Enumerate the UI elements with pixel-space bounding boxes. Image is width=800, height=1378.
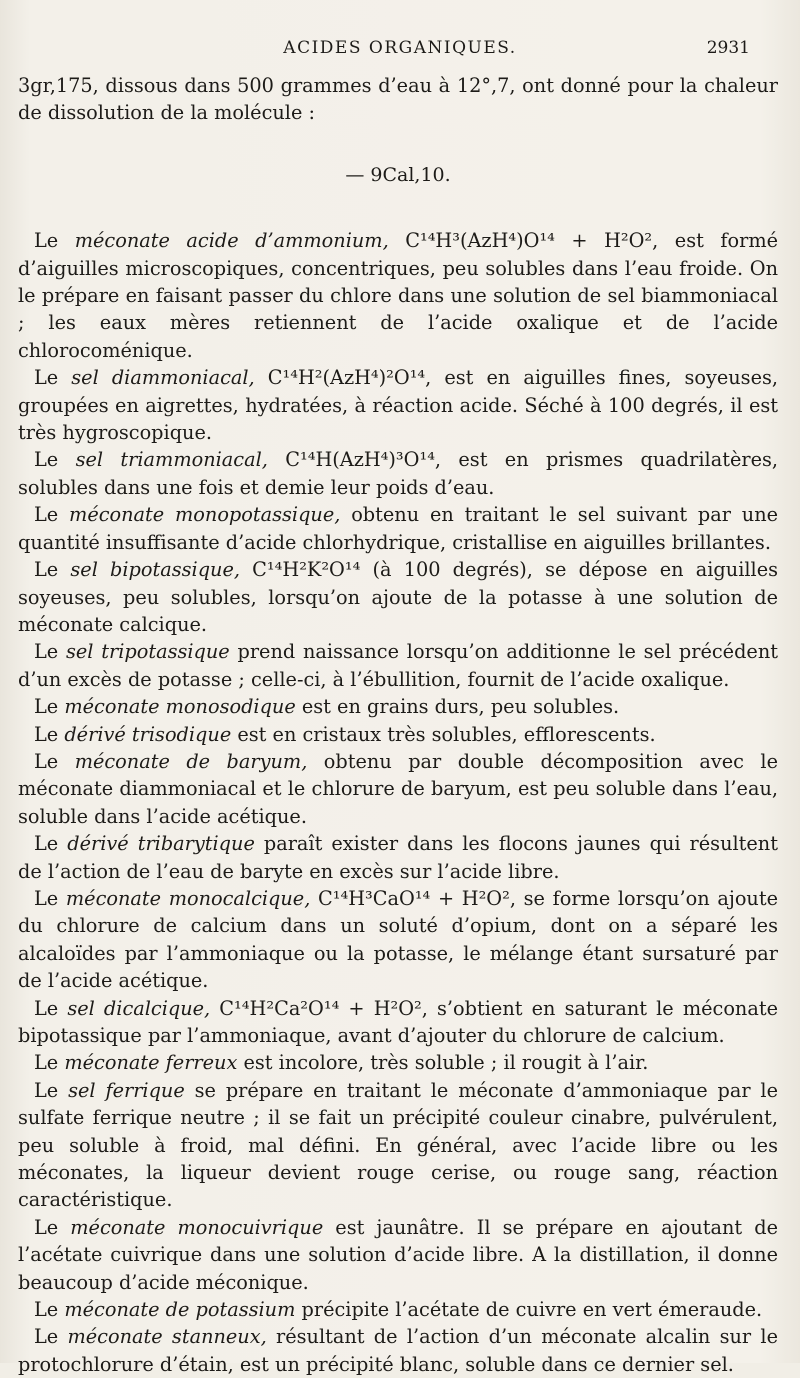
paragraph <box>18 638 778 693</box>
text-run: C¹⁴H²Ca²O¹⁴ + H²O², s’obtient en saturant le méconate bipotassique par l’ammoniaque, avant d’ajouter du chlorure de calcium. <box>18 996 779 1047</box>
paragraph <box>18 1323 778 1378</box>
compound-name: sel dicalcique, <box>67 996 211 1020</box>
text-run: précipite l’acétate de cuivre en vert émeraude. <box>295 1298 763 1322</box>
text-run: est en cristaux très solubles, efflorescents. <box>231 722 656 746</box>
paragraph <box>18 1296 778 1323</box>
text-run: Le <box>34 749 75 773</box>
text-run: Le <box>34 1078 69 1102</box>
paragraph <box>18 721 778 748</box>
paragraph <box>18 995 778 1050</box>
compound-name: méconate acide d’ammonium, <box>74 229 389 253</box>
paragraph <box>18 446 778 501</box>
text-run: Le <box>34 996 68 1020</box>
text-run: Le <box>34 448 76 472</box>
text-run: obtenu par double décomposition avec le méconate diammoniacal et le chlorure de baryum, est peu soluble dans l’eau, soluble dans l’acide acétique. <box>18 749 778 828</box>
text-run: Le <box>34 722 65 746</box>
text-run: Le <box>34 229 75 253</box>
text-run: est en grains durs, peu solubles. <box>295 695 620 719</box>
compound-name: méconate monosodique <box>64 695 296 719</box>
text-run: paraît exister dans les flocons jaunes qui résultent de l’action de l’eau de baryte en excès sur l’acide libre. <box>18 832 778 883</box>
text-run: C¹⁴H²(AzH⁴)²O¹⁴, est en aiguilles fines, soyeuses, groupées en aigrettes, hydratées, à réaction acide. Séché à 100 degrés, il est très hygroscopique. <box>18 366 778 445</box>
paragraph <box>18 72 778 127</box>
text-run: Le <box>34 558 71 582</box>
paragraph <box>18 227 778 364</box>
text-run: 3gr,175, dissous dans 500 grammes d’eau à 12°,7, ont donné pour la chaleur de dissolution de la molécule : <box>18 74 778 125</box>
compound-name: sel triammoniacal, <box>75 448 268 472</box>
text-run: obtenu en traitant le sel suivant par une quantité insuffisante d’acide chlorhydrique, cristallise en aiguilles brillantes. <box>18 503 779 554</box>
paragraph <box>18 556 778 638</box>
text-run: C¹⁴H²K²O¹⁴ (à 100 degrés), se dépose en aiguilles soyeuses, peu solubles, lorsqu’on ajoute de la potasse à une solution de méconate calcique. <box>18 558 778 636</box>
compound-name: sel tripotassique <box>66 640 230 664</box>
compound-name: méconate ferreux <box>64 1051 238 1075</box>
text-run: est jaunâtre. Il se prépare en ajoutant de l’acétate cuivrique dans une solution d’acide libre. A la distillation, il donne beaucoup d’acide méconique. <box>18 1215 778 1294</box>
paragraph <box>18 885 778 995</box>
compound-name: méconate monopotassique, <box>69 503 341 527</box>
page-header <box>0 34 800 64</box>
compound-name: dérivé trisodique <box>64 722 232 746</box>
compound-name: méconate de potassium <box>64 1298 296 1322</box>
text-run: C¹⁴H³CaO¹⁴ + H²O², se forme lorsqu’on ajoute du chlorure de calcium dans un soluté d’opium, dont on a séparé les alcaloïdes par l’ammoniaque ou la potasse, le mélange étant sursaturé par de l’acide acétique. <box>18 886 779 993</box>
text-run: Le <box>34 503 70 527</box>
text-run: Le <box>34 832 68 856</box>
compound-name: méconate monocalcique, <box>65 886 311 910</box>
page-number: 2931 <box>706 38 750 58</box>
compound-name: méconate stanneux, <box>67 1325 267 1349</box>
text-run: Le <box>34 640 66 664</box>
running-title: ACIDES ORGANIQUES. <box>283 38 517 58</box>
text-run: prend naissance lorsqu’on additionne le sel précédent d’un excès de potasse ; celle-ci, à l’ébullition, fournit de l’acide oxalique. <box>18 640 778 691</box>
paragraph <box>18 1214 778 1296</box>
text-run: Le <box>34 366 72 390</box>
text-run: se prépare en traitant le méconate d’ammoniaque par le sulfate ferrique neutre ; il se fait un précipité couleur cinabre, pulvérulent, peu soluble à froid, mal défini. En général, avec l’acide libre ou les méconates, la liqueur devient rouge cerise, ou rouge sang, réaction caractéristique. <box>18 1078 779 1212</box>
text-run: Le <box>34 695 65 719</box>
text-run: Le <box>34 886 66 910</box>
text-run: Le <box>34 1298 65 1322</box>
text-run: C¹⁴H(AzH⁴)³O¹⁴, est en prismes quadrilatères, solubles dans une fois et demie leur poids d’eau. <box>18 448 779 499</box>
text-run: Le <box>34 1325 68 1349</box>
compound-name: méconate de baryum, <box>74 749 308 773</box>
paragraph <box>18 1077 778 1214</box>
compound-name: sel bipotassique, <box>70 558 240 582</box>
paragraph <box>18 1049 778 1076</box>
compound-name: sel ferrique <box>68 1078 185 1102</box>
paragraph <box>18 501 778 556</box>
text-run: C¹⁴H³(AzH⁴)O¹⁴ + H²O², est formé d’aiguilles microscopiques, concentriques, peu solubles dans l’eau froide. On le prépare en faisant passer du chlore dans une solution de sel biammoniacal ; les eaux mères retiennent de l’acide oxalique et de l’acide chlorocoménique. <box>18 229 779 362</box>
compound-name: méconate monocuivrique <box>70 1215 324 1239</box>
formula: — 9Cal,10. <box>345 163 451 186</box>
paragraph <box>18 364 778 446</box>
text-run: résultant de l’action d’un méconate alcalin sur le protochlorure d’étain, est un précipité blanc, soluble dans ce dernier sel. <box>18 1325 778 1376</box>
text-run: Le <box>34 1215 71 1239</box>
paragraph <box>18 693 778 720</box>
compound-name: dérivé tribarytique <box>67 832 255 856</box>
paragraph <box>18 748 778 830</box>
compound-name: sel diammoniacal, <box>71 366 255 390</box>
text-run: Le <box>34 1051 65 1075</box>
paragraph <box>18 830 778 885</box>
document-body <box>18 72 778 1378</box>
text-run: est incolore, très soluble ; il rougit à l’air. <box>237 1051 649 1075</box>
